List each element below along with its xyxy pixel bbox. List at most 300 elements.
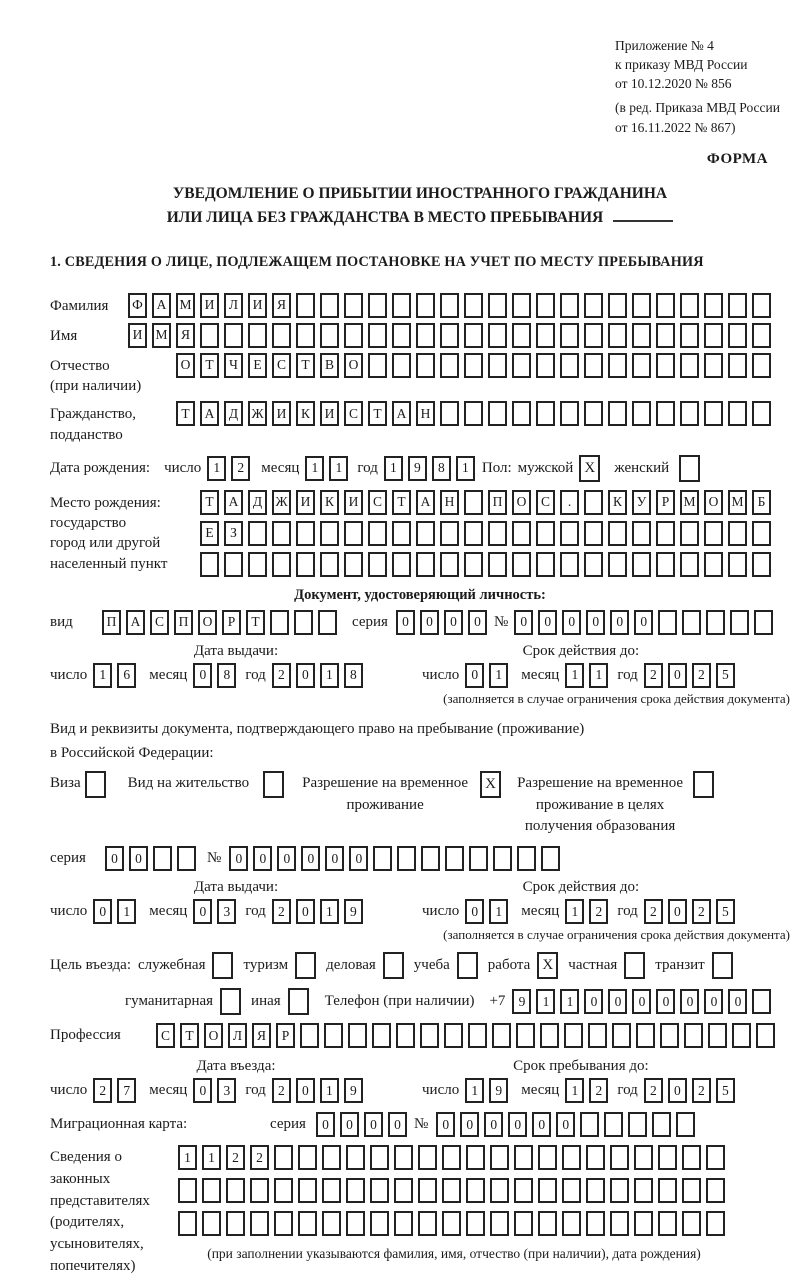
day-label: число [50,666,88,683]
identity-doc-heading: Документ, удостоверяющий личность: [294,586,546,603]
char-box [632,293,651,318]
char-box [562,1211,581,1236]
char-box: Т [392,490,411,515]
appendix-line: от 10.12.2020 № 856 [615,76,732,92]
char-box [344,293,363,318]
given-name-boxes [128,323,776,348]
char-box [344,323,363,348]
char-box: 1 [565,899,584,924]
char-box [394,1145,413,1170]
char-box [368,353,387,378]
char-box: 1 [320,899,339,924]
char-box: 0 [668,663,687,688]
birth-year-boxes [384,456,480,481]
profession-boxes [156,1023,780,1048]
char-box: С [368,490,387,515]
char-box [416,323,435,348]
char-box [488,552,507,577]
char-box: 2 [644,899,663,924]
char-box [440,401,459,426]
char-box: 6 [117,663,136,688]
char-box: Р [276,1023,295,1048]
char-box: Н [416,401,435,426]
citizenship-boxes [176,401,776,426]
residence-doc-intro-line2: в Российской Федерации: [50,744,214,761]
char-box [608,293,627,318]
char-box: 0 [484,1112,503,1137]
char-box: 8 [432,456,451,481]
year-label: год [617,903,638,920]
char-box: 1 [305,456,324,481]
sex-female-label: женский [614,459,670,476]
option-temp-residence-label [302,771,468,817]
char-box [320,323,339,348]
char-box: 0 [396,610,415,635]
char-box: 0 [584,989,603,1014]
sex-label: Пол: [481,459,512,476]
char-box [610,1178,629,1203]
char-box [440,353,459,378]
purpose-tourism-checkbox [295,952,316,979]
char-box [178,1211,197,1236]
char-box [536,323,555,348]
doc-series-boxes [396,610,492,635]
char-box [560,323,579,348]
char-box [682,610,701,635]
char-box [608,323,627,348]
char-box [562,1178,581,1203]
char-box: 0 [465,663,484,688]
char-box [296,521,315,546]
char-box: 9 [344,899,363,924]
section1-heading: 1. СВЕДЕНИЯ О ЛИЦЕ, ПОДЛЕЖАЩЕМ ПОСТАНОВКЕ НА УЧЕТ ПО МЕСТУ ПРЕБЫВАНИЯ [50,253,704,270]
char-box [442,1145,461,1170]
char-box: 2 [692,663,711,688]
birth-place-boxes-row3 [200,552,776,577]
char-box [752,401,771,426]
char-box [676,1112,695,1137]
char-box [756,1023,775,1048]
char-box [517,846,536,871]
char-box: П [488,490,507,515]
char-box: 0 [538,610,557,635]
representatives-note: (при заполнении указываются фамилия, имя, отчество (при наличии), дата рождения) [207,1246,701,1262]
char-box: 0 [465,899,484,924]
char-box [680,323,699,348]
char-box [586,1211,605,1236]
char-box [728,323,747,348]
char-box [464,293,483,318]
char-box [538,1145,557,1170]
char-box [752,293,771,318]
purpose-private-label: частная [568,957,618,974]
char-box: 1 [589,663,608,688]
char-box [416,552,435,577]
char-box: 0 [508,1112,527,1137]
year-label: год [245,903,266,920]
char-box [344,521,363,546]
char-box [704,552,723,577]
char-box: 0 [444,610,463,635]
char-box: Б [752,490,771,515]
representatives-label-line: (родителях, [50,1214,125,1231]
char-box [564,1023,583,1048]
char-box: Т [368,401,387,426]
char-box [224,552,243,577]
char-box [493,846,512,871]
purpose-business-checkbox [383,952,404,979]
edition-line: (в ред. Приказа МВД России [615,100,780,116]
char-box [610,1211,629,1236]
char-box: 2 [272,663,291,688]
birth-place-label-line: населенный пункт [50,555,168,572]
day-label: число [422,1082,460,1099]
phone-boxes [512,989,776,1014]
forma-label: ФОРМА [706,150,768,167]
char-box [752,521,771,546]
char-box: 0 [193,899,212,924]
char-box [652,1112,671,1137]
residence-issue-day-boxes [93,899,141,924]
char-box: 1 [489,899,508,924]
char-box [394,1211,413,1236]
issue-month-boxes [193,663,241,688]
birth-date-label: Дата рождения: [50,459,151,476]
char-box [632,521,651,546]
char-box: 2 [692,899,711,924]
month-label: месяц [149,1082,188,1099]
citizenship-label [50,401,176,445]
char-box: О [344,353,363,378]
issue-year-boxes [272,663,368,688]
residence-number-label: № [207,850,222,867]
char-box [420,1023,439,1048]
patronymic-row [50,353,790,397]
char-box: 0 [193,1078,212,1103]
char-box [634,1145,653,1170]
char-box: Р [222,610,241,635]
char-box: 0 [301,846,320,871]
char-box [632,552,651,577]
char-box: 1 [565,1078,584,1103]
char-box: 1 [456,456,475,481]
char-box: А [392,401,411,426]
char-box [488,521,507,546]
entry-year-boxes [272,1078,368,1103]
issue-day-boxes [93,663,141,688]
char-box: С [344,401,363,426]
char-box [368,323,387,348]
char-box [418,1178,437,1203]
char-box: 0 [229,846,248,871]
char-box: 1 [117,899,136,924]
char-box: О [704,490,723,515]
residence-expiry-year-boxes [644,899,740,924]
char-box [270,610,289,635]
appendix-line: к приказу МВД России [615,57,748,73]
char-box [580,1112,599,1137]
char-box [728,521,747,546]
char-box [372,1023,391,1048]
char-box: 1 [560,989,579,1014]
char-box: Т [296,353,315,378]
char-box [466,1178,485,1203]
char-box [416,293,435,318]
year-label: год [245,666,266,683]
representatives-label-line: усыновителях, [50,1236,144,1253]
char-box [706,1211,725,1236]
char-box: 1 [489,663,508,688]
sex-male-label: мужской [517,459,574,476]
purpose-transit-checkbox [712,952,733,979]
char-box [153,846,172,871]
month-label: месяц [521,903,560,920]
option-temp-residence-education-label [517,771,683,838]
char-box: 8 [217,663,236,688]
residence-issue-month-boxes [193,899,241,924]
char-box [490,1211,509,1236]
stay-month-boxes [565,1078,613,1103]
char-box: 2 [644,663,663,688]
char-box: 0 [436,1112,455,1137]
option-temp-residence-education-line1: Разрешение на временное [517,774,684,791]
char-box: 1 [565,663,584,688]
residence-doc-options-row [50,771,790,838]
char-box [468,1023,487,1048]
phone-prefix: +7 [489,993,506,1010]
char-box [324,1023,343,1048]
char-box: О [204,1023,223,1048]
day-label: число [422,666,460,683]
char-box [248,521,267,546]
birth-place-label-line: город или другой [50,535,161,552]
doc-kind-boxes [102,610,342,635]
char-box: М [680,490,699,515]
char-box [440,521,459,546]
char-box [634,1211,653,1236]
doc-number-boxes [514,610,778,635]
residence-expiry-day-boxes [465,899,513,924]
char-box [536,521,555,546]
option-visa-label: Виза [50,774,81,791]
char-box: Е [200,521,219,546]
residence-number-boxes [229,846,565,871]
option-temp-residence-line1: Разрешение на временное [302,774,469,791]
representatives-boxes-row1 [178,1145,730,1170]
entry-day-boxes [93,1078,141,1103]
char-box: И [296,490,315,515]
char-box [370,1145,389,1170]
char-box [682,1178,701,1203]
char-box [300,1023,319,1048]
char-box [584,353,603,378]
char-box [728,401,747,426]
option-temp-residence-education [517,771,714,838]
document-header [615,36,790,137]
char-box: П [174,610,193,635]
char-box: Я [272,293,291,318]
char-box [368,552,387,577]
char-box [584,401,603,426]
char-box: Ч [224,353,243,378]
entry-month-boxes [193,1078,241,1103]
purpose-humanitarian-label: гуманитарная [125,993,214,1010]
migration-card-label: Миграционная карта: [50,1116,188,1133]
char-box [560,353,579,378]
char-box [416,353,435,378]
char-box [684,1023,703,1048]
char-box [636,1023,655,1048]
migration-number-boxes [436,1112,700,1137]
char-box [488,323,507,348]
char-box: 1 [384,456,403,481]
patronymic-boxes [176,353,776,378]
form-title-line2: ИЛИ ЛИЦА БЕЗ ГРАЖДАНСТВА В МЕСТО ПРЕБЫВАНИЯ [166,208,604,226]
char-box [706,1145,725,1170]
char-box: Ж [248,401,267,426]
char-box [680,401,699,426]
purpose-work-checkbox: X [537,952,558,979]
char-box [440,552,459,577]
char-box [294,610,313,635]
appendix-line: Приложение № 4 [615,38,714,53]
char-box [344,552,363,577]
surname-boxes [128,293,776,318]
citizenship-row [50,401,790,445]
expiry-date-heading: Срок действия до: [522,879,640,896]
char-box [418,1145,437,1170]
char-box: 2 [692,1078,711,1103]
char-box [560,552,579,577]
char-box [604,1112,623,1137]
char-box [348,1023,367,1048]
year-label: год [617,1082,638,1099]
char-box: 0 [349,846,368,871]
char-box [512,401,531,426]
phone-label: Телефон (при наличии) [324,993,475,1010]
surname-row [50,293,790,318]
char-box [656,552,675,577]
birth-date-row [50,455,790,482]
char-box: Т [176,401,195,426]
char-box: 0 [680,989,699,1014]
char-box: З [224,521,243,546]
char-box [658,1178,677,1203]
birth-month-boxes [305,456,353,481]
residence-doc-intro-line1: Вид и реквизиты документа, подтверждающего право на пребывание (проживание) [50,720,585,737]
title-blank-line [613,207,673,222]
expiry-year-boxes [644,663,740,688]
representatives-label-line: законных [50,1170,111,1187]
char-box [656,323,675,348]
purpose-official-checkbox [212,952,233,979]
char-box: 2 [226,1145,245,1170]
representatives-label [50,1145,178,1278]
char-box [658,1145,677,1170]
char-box [612,1023,631,1048]
representatives-block [50,1145,790,1278]
migration-number-label: № [413,1116,429,1133]
birth-place-label [50,490,200,574]
char-box [346,1178,365,1203]
char-box [370,1178,389,1203]
option-visa [50,771,106,798]
char-box: Ф [128,293,147,318]
char-box [610,1145,629,1170]
char-box [514,1211,533,1236]
char-box [752,989,771,1014]
char-box [584,521,603,546]
char-box: 9 [344,1078,363,1103]
char-box [445,846,464,871]
char-box [440,293,459,318]
residence-expiry-month-boxes [565,899,613,924]
char-box [540,1023,559,1048]
char-box: М [176,293,195,318]
char-box [202,1211,221,1236]
char-box: И [344,490,363,515]
char-box: А [152,293,171,318]
char-box: 0 [632,989,651,1014]
char-box: 1 [207,456,226,481]
day-label: число [164,459,202,476]
identity-doc-note: (заполняется в случае ограничения срока действия документа) [443,690,790,706]
char-box [560,401,579,426]
char-box [680,552,699,577]
profession-label: Профессия [50,1027,121,1044]
char-box [752,552,771,577]
profession-row [50,1023,790,1048]
char-box [536,401,555,426]
char-box [536,353,555,378]
identity-doc-row [50,610,790,635]
char-box [728,293,747,318]
char-box [296,552,315,577]
birth-place-row [50,490,790,583]
residence-issue-year-boxes [272,899,368,924]
char-box: 5 [716,899,735,924]
entry-dates [50,1058,790,1103]
purpose-other-label: иная [251,993,281,1010]
char-box [298,1145,317,1170]
char-box: 0 [608,989,627,1014]
char-box: 9 [408,456,427,481]
char-box [248,323,267,348]
char-box [272,323,291,348]
char-box [322,1178,341,1203]
char-box: 0 [668,899,687,924]
residence-series-label: серия [50,850,86,867]
char-box [514,1178,533,1203]
entry-date-heading: Дата въезда: [196,1058,276,1075]
char-box [464,490,483,515]
option-residence-permit-label: Вид на жительство [127,774,250,791]
citizenship-label-line2: подданство [50,426,123,443]
char-box: 0 [586,610,605,635]
char-box: 0 [296,663,315,688]
char-box: 9 [512,989,531,1014]
char-box [370,1211,389,1236]
char-box [730,610,749,635]
char-box [346,1145,365,1170]
char-box [274,1178,293,1203]
char-box: 0 [556,1112,575,1137]
char-box: Т [200,353,219,378]
char-box [421,846,440,871]
char-box: 2 [644,1078,663,1103]
purpose-official-label: служебная [137,957,206,974]
char-box [466,1145,485,1170]
